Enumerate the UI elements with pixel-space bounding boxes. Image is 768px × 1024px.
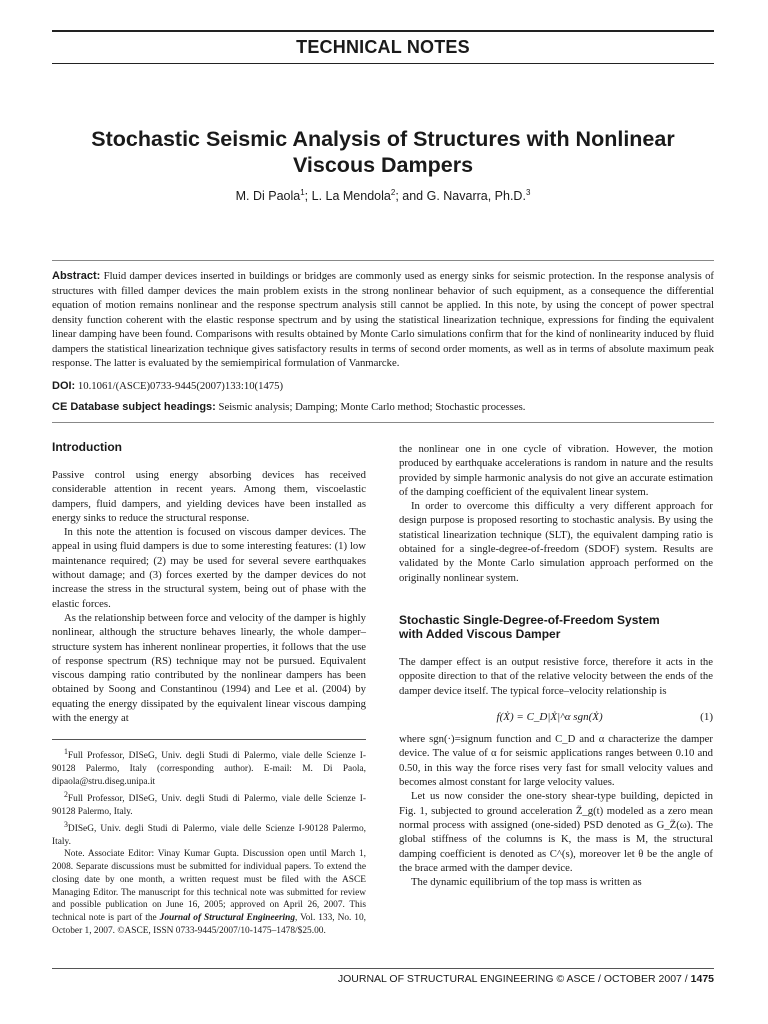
author-sep: ; and <box>395 189 427 204</box>
title-line-1: Stochastic Seismic Analysis of Structures with Nonlinear <box>91 127 675 151</box>
doi-label: DOI: <box>52 379 76 392</box>
footnote-2 <box>52 789 366 819</box>
footnote-1-text: Full Professor, DISeG, Univ. degli Studi di Palermo, viale delle Scienze I-90128 Palermo, Italy (corresponding author). E-mail: M. Di Paola, dipaola@stru.diseg.unipa.it <box>52 751 366 788</box>
footnotes <box>52 739 366 938</box>
journal-page <box>52 30 714 1010</box>
paper-title <box>52 126 714 178</box>
author-3: G. Navarra, Ph.D. <box>426 189 526 204</box>
intro-paragraph-1: Passive control using energy absorbing devices has received considerable attention in recent years. Among them, viscoelastic dampers, fluid dampers, and yielding devices have been installed as energy sinks to reduce the structural response. <box>52 469 366 524</box>
note-text-b: , Vol. 133, No. 10, October 1, 2007. ©ASCE, ISSN 0733-9445/2007/10-1475–1478/$25.00. <box>52 913 367 937</box>
abstract-label: Abstract: <box>52 270 101 282</box>
sdof-heading-line-2: with Added Viscous Damper <box>399 626 561 641</box>
subject-headings <box>52 401 714 423</box>
right-paragraph-2: In order to overcome this difficulty a very different approach for design purpose is proposed resorting to stochastic analysis. By using the statistical linearization technique (SLT), the equivalent damping ratio is obtained for a single-degree-of-freedom (SDOF) system. Results are validated by the Monte Carlo simulation approach performed on the originally nonlinear system. <box>399 500 713 584</box>
doi-line <box>52 380 714 392</box>
equation-1 <box>399 710 713 724</box>
editorial-note <box>52 848 366 938</box>
author-list <box>52 188 714 203</box>
author-1-affil: 1 <box>300 188 305 197</box>
right-paragraph-4: where sgn(·)=signum function and C_D and α characterize the damper device. The value of α for seismic applications ranges between 0.10 and 0.50, in this way the force rises very fast for small velocity values and becomes almost constant for large velocity values. <box>399 733 713 789</box>
footnote-1-mark: 1 <box>64 747 68 757</box>
right-paragraph-1: the nonlinear one in one cycle of vibration. However, the motion produced by earthquake accelerations is random in nature and the results provided by simple harmonic analysis do not give an accurate estimation of the damping coefficient of the equivalent linear system. <box>399 443 713 498</box>
abstract-text: Fluid damper devices inserted in buildings or bridges are commonly used as energy sinks for seismic protection. In the response analysis of structures with filled damper devices the main problem exists in the strong nonlinear behavior of such equipment, as a consequence the differential equation of motion remains nonlinear and the response spectrum analysis still cannot be applied. In this note, by using the concept of power spectral density function coherent with the elastic response spectrum and by using the statistical linearization technique, expressions for finding the equivalent linear damping have been found. Comparisons with results obtained by Monte Carlo simulations confirm that for the kind of nonlinearity induced by fluid dampers the statistical linearization technique gives satisfactory results in terms of second order moments, as well as in terms of absolute maximum peak response. The latter is evaluated by the semiempirical formulation of Vanmarcke. <box>52 270 714 369</box>
sdof-heading <box>399 613 713 641</box>
introduction-heading: Introduction <box>52 440 122 454</box>
note-text-a: Note. Associate Editor: Vinay Kumar Gupta. Discussion open until March 1, 2008. Separate discussions must be submitted for individual papers. To extend the closing date by one month, a written request must be filed with the ASCE Managing Editor. The manuscript for this technical note was submitted for review and possible publication on June 16, 2005; approved on April 26, 2007. This technical note is part of the <box>52 849 366 924</box>
footer-journal: JOURNAL OF STRUCTURAL ENGINEERING © ASCE / OCTOBER 2007 / <box>337 973 691 985</box>
subject-label: CE Database subject headings: <box>52 400 216 413</box>
intro-paragraph-2: In this note the attention is focused on viscous damper devices. The appeal in using fluid dampers is due to some interesting features: (1) low maintenance required; (2) may be used for several severe earthquakes without damage; and (3) forces exerted by the damper devices do not increase the stress in the structural system, being out of phase with the elastic forces. <box>52 526 366 610</box>
sdof-heading-line-1: Stochastic Single-Degree-of-Freedom System <box>399 612 660 627</box>
left-column <box>52 440 366 938</box>
title-line-2: Viscous Dampers <box>292 153 474 177</box>
subject-value: Seismic analysis; Damping; Monte Carlo method; Stochastic processes. <box>218 400 526 413</box>
author-2: L. La Mendola <box>311 189 391 204</box>
section-header: TECHNICAL NOTES <box>52 30 714 64</box>
page-number: 1475 <box>690 973 714 985</box>
footnote-3-mark: 3 <box>64 819 68 829</box>
author-2-affil: 2 <box>390 188 396 197</box>
author-1: M. Di Paola <box>235 189 301 204</box>
page-footer <box>52 968 714 985</box>
abstract <box>52 269 714 371</box>
doi-value[interactable]: 10.1061/(ASCE)0733-9445(2007)133:10(1475) <box>77 379 284 392</box>
footnote-1 <box>52 746 366 789</box>
author-sep: ; <box>304 189 312 204</box>
footnote-2-text: Full Professor, DISeG, Univ. degli Studi di Palermo, viale delle Scienze I-90128 Palermo, Italy. <box>52 793 366 817</box>
footnote-3-text: DISeG, Univ. degli Studi di Palermo, viale delle Scienze I-90128 Palermo, Italy. <box>52 823 366 847</box>
right-paragraph-5: Let us now consider the one-story shear-type building, depicted in Fig. 1, subjected to ground acceleration Z̈_g(t) modeled as a zero mean normal process with assigned (one-sided) PSD denoted as G_Z̈(ω). The global stiffness of the columns is K, the mass is M, the structural damping coefficient is denoted as C^(s), moreover let θ be the angle of the brace armed with the damper device. <box>399 790 713 874</box>
equation-body: f(Ẋ) = C_D|Ẋ|^α sgn(Ẋ) <box>496 710 603 723</box>
right-paragraph-3: The damper effect is an output resistive force, therefore it acts in the opposite direction to that of the relative velocity between the ends of the damper device itself. The typical force–velocity relationship is <box>399 655 713 697</box>
right-column <box>399 442 713 889</box>
intro-paragraph-3: As the relationship between force and velocity of the damper is highly nonlinear, although the structure behaves linearly, the whole damper–structure system has inherent nonlinear properties, it follows that the use of response spectrum (RS) technique may not be pursued. Equivalent viscous damping ratio contributed by the nonlinear dampers has been obtained by Soong and Constantinou (1994) and Lee et al. (2004) by equating the energy dissipated by the equivalent linear viscous damping with the energy at <box>52 611 366 725</box>
footnote-3 <box>52 819 366 849</box>
abstract-block <box>52 260 714 423</box>
equation-number: (1) <box>700 710 713 723</box>
right-paragraph-6: The dynamic equilibrium of the top mass is written as <box>411 876 642 889</box>
author-3-affil: 3 <box>525 188 531 197</box>
footnote-2-mark: 2 <box>64 789 68 799</box>
journal-name: Journal of Structural Engineering <box>159 913 296 924</box>
